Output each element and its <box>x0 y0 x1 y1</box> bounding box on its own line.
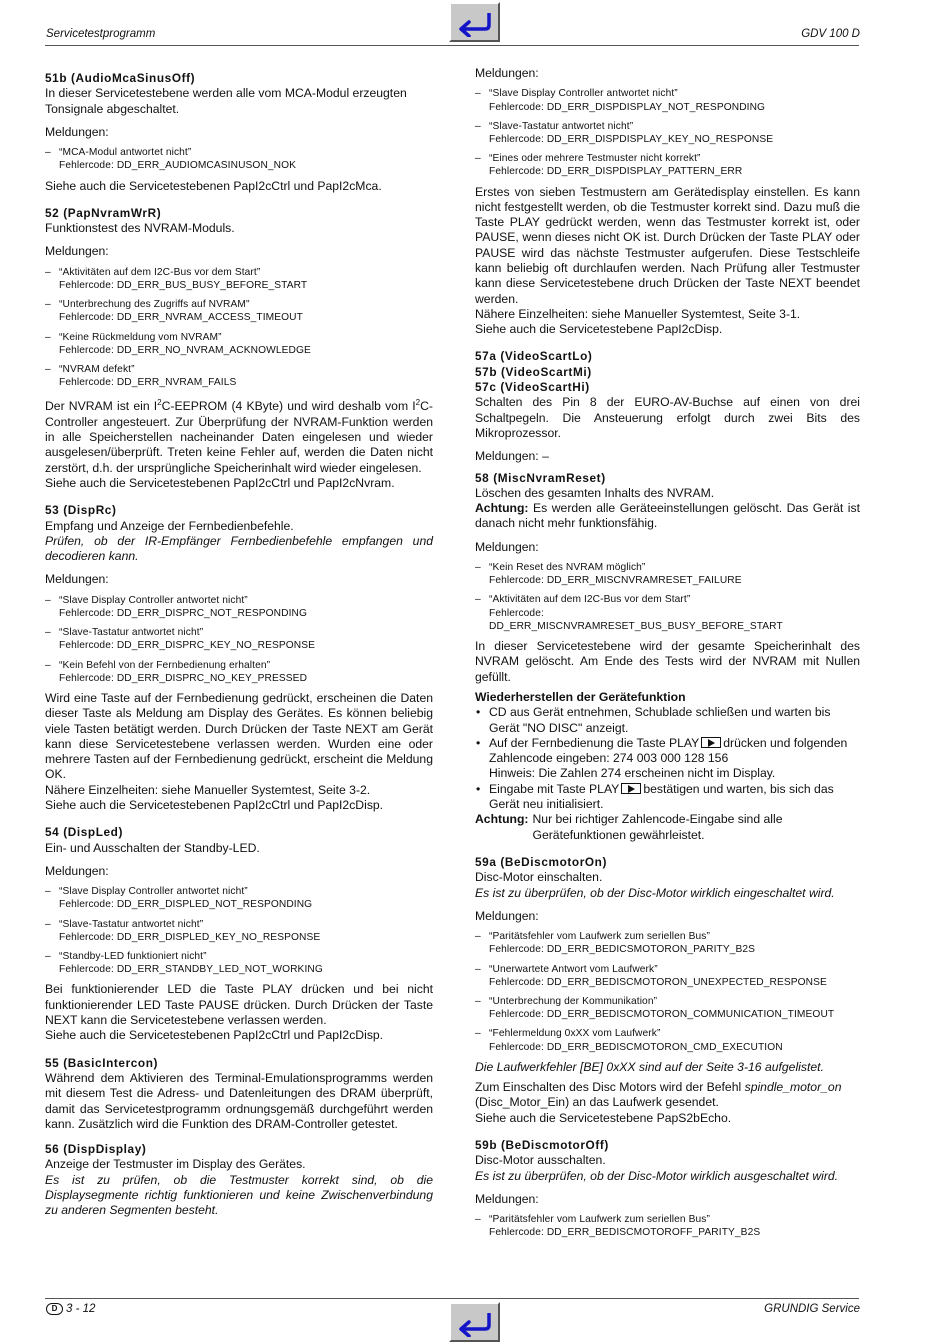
section-body-58: Löschen des gesamten Inhalts des NVRAM. <box>475 485 715 500</box>
section-title-59b: 59b (BeDiscmotorOff) <box>475 1137 609 1152</box>
right-column <box>475 66 860 1246</box>
reference: Nähere Einzelheiten: siehe Manueller Systemtest, Seite 3-2. <box>45 782 371 797</box>
meldungen-label: Meldungen: – <box>475 449 549 464</box>
section-italic2-59a: Die Laufwerkfehler [BE] 0xXX sind auf der Seite 3-16 aufgelistet. <box>475 1059 824 1074</box>
message-item: – “Unterbrechung der Kommunikation” Fehlercode: DD_ERR_BEDISCMOTORON_COMMUNICATION_TIMEOUT <box>475 995 835 1021</box>
message-item: – “Slave Display Controller antwortet nicht” Fehlercode: DD_ERR_DISPDISPLAY_NOT_RESPONDING <box>475 88 766 113</box>
message-item: – “Fehlermeldung 0xXX vom Laufwerk” Fehlercode: DD_ERR_BEDISCMOTORON_CMD_EXECUTION <box>475 1028 783 1053</box>
reference: Nähere Einzelheiten: siehe Manueller Systemtest, Seite 3-1. <box>475 306 801 321</box>
section-italic-53: Prüfen, ob der IR-Empfänger Fernbedienbefehle empfangen und decodieren kann. <box>45 533 433 564</box>
footer-rule <box>45 1298 859 1299</box>
message-item: – “Slave Display Controller antwortet nicht” Fehlercode: DD_ERR_DISPLED_NOT_RESPONDING <box>45 886 313 911</box>
section-body-54: Ein- und Ausschalten der Standby-LED. <box>45 840 260 855</box>
message-item: – “Keine Rückmeldung vom NVRAM” Fehlercode: DD_ERR_NO_NVRAM_ACKNOWLEDGE <box>45 331 311 356</box>
restore-step: • Auf der Fernbedienung die Taste PLAY drücken und folgenden Zahlencode eingeben: 274 003 000 128 156 Hinweis: Die Zahlen 274 erscheinen nicht im Display. <box>476 735 848 781</box>
left-column <box>45 66 433 1219</box>
section-body-56-cont: Erstes von sieben Testmustern am Gerätedisplay einstellen. Es kann nicht festgestellt werden, ob die Testmuster korrekt sind. Dazu muß die Taste PLAY gedrückt werden, wenn das Testmuster korrekt ist, oder PAUSE, wenn dieses nicht OK ist. Durch Drücken der Taste PLAY oder PAUSE wird das nächste Testmuster aufgerufen. Diese Testschleife kann beliebig oft durchlaufen werden. Nach Prüfung aller Testmuster kann diese Servicetestebene druch Drücken der Taste NEXT beendet werden. <box>475 184 860 306</box>
restore-title: Wiederherstellen der Gerätefunktion <box>475 689 686 704</box>
section-title-56: 56 (DispDisplay) <box>45 1142 147 1157</box>
section-body-52: Funktionstest des NVRAM-Moduls. <box>45 221 235 236</box>
section-body-56: Anzeige der Testmuster im Display des Gerätes. <box>45 1157 306 1172</box>
section-title-55: 55 (BasicIntercon) <box>45 1055 159 1070</box>
section-title-52: 52 (PapNvramWrR) <box>45 205 162 220</box>
section-body2-52: Der NVRAM ist ein $I^2C$-EEPROM (4 KByte) und wird deshalb vom $I^2C$-Controller angesteuert. Zur Überprüfung der NVRAM-Funktion werden in alle Speicherstellen nacheinander Daten eingelesen und wieder ausgelesen/überprüft. Treten keine Fehler auf, werden die Daten nicht zerstört, d.h. der ursprüngliche Speicherinhalt wird wieder eingelesen. <box>45 398 433 475</box>
section-body-51b: In dieser Servicetestebene werden alle vom MCA-Modul erzeugten Tonsignale abgeschaltet. <box>45 86 407 116</box>
see-also: Siehe auch die Servicetestebenen PapI2cCtrl und PapI2cMca. <box>45 178 382 193</box>
footer-brand: GRUNDIG Service <box>764 1303 860 1315</box>
message-item: – “Eines oder mehrere Testmuster nicht korrekt” Fehlercode: DD_ERR_DISPDISPLAY_PATTERN_ERR <box>475 153 743 178</box>
section-body2-53: Wird eine Taste auf der Fernbedienung gedrückt, erscheinen die Daten dieser Taste als Meldung am Display des Gerätes. Es können beliebig viele Tasten betätigt werden. Durch Drücken der Taste NEXT am Gerät kann diese Servicetestebene verlassen werden. Wurden eine oder mehrere Tasten auf der Fernbedienung gedrückt, erscheint die Meldung OK. <box>45 690 433 782</box>
message-item: – “Slave-Tastatur antwortet nicht” Fehlercode: DD_ERR_DISPRC_KEY_NO_RESPONSE <box>45 627 316 652</box>
section-title-57b: 57b (VideoScartMi) <box>475 364 592 379</box>
section-italic-59b: Es ist zu überprüfen, ob der Disc-Motor wirklich ausgeschaltet wird. <box>475 1168 839 1183</box>
section-title-57c: 57c (VideoScartHi) <box>475 380 590 395</box>
return-arrow-icon <box>455 1307 495 1337</box>
message-item: – “Unerwartete Antwort vom Laufwerk” Fehlercode: DD_ERR_BEDISCMOTORON_UNEXPECTED_RESPONSE <box>475 963 827 988</box>
section-title-51b: 51b (AudioMcaSinusOff) <box>45 71 196 85</box>
play-key-icon <box>621 783 641 794</box>
restore-step: • CD aus Gerät entnehmen, Schublade schließen und warten bis Gerät "NO DISC" anzeigt. <box>476 705 831 735</box>
warning-restore: Achtung: Nur bei richtiger Zahlencode-Eingabe sind alle Gerätefunktionen gewährleistet. <box>475 812 783 842</box>
message-item: – “Aktivitäten auf dem I2C-Bus vor dem Start” Fehlercode: DD_ERR_BUS_BUSY_BEFORE_START <box>45 266 308 291</box>
back-button-top[interactable] <box>449 2 500 42</box>
section-title-57a: 57a (VideoScartLo) <box>475 349 593 364</box>
section-title-53: 53 (DispRc) <box>45 503 117 518</box>
message-item: – “Slave Display Controller antwortet nicht” Fehlercode: DD_ERR_DISPRC_NOT_RESPONDING <box>45 594 308 619</box>
header-right: GDV 100 D <box>801 28 860 40</box>
see-also: Siehe auch die Servicetestebenen PapI2cCtrl und PapI2cNvram. <box>45 475 395 490</box>
section-body2-59a: Zum Einschalten des Disc Motors wird der Befehl spindle_motor_on (Disc_Motor_Ein) an das Laufwerk gesendet. <box>475 1080 842 1110</box>
message-item: – “Slave-Tastatur antwortet nicht” Fehlercode: DD_ERR_DISPLED_KEY_NO_RESPONSE <box>45 918 321 943</box>
footer-page: D 3 - 12 <box>46 1303 95 1315</box>
section-body-55: Während dem Aktivieren des Terminal-Emulationsprogramms werden mit diesem Test die Adress- und Datenleitungen des DRAM überprüft, damit das Servicetestprogramm ordnungsgemäß durchgeführt werden kann. Zusätzlich wird die Funktion des DRAM-Controller getestet. <box>45 1070 433 1131</box>
meldungen-label: Meldungen: <box>45 244 109 259</box>
section-title-59a: 59a (BeDiscmotorOn) <box>475 854 608 869</box>
message-item: – “Kein Reset des NVRAM möglich” Fehlercode: DD_ERR_MISCNVRAMRESET_FAILURE <box>475 562 742 587</box>
see-also: Siehe auch die Servicetestebene PapI2cDisp. <box>475 322 723 337</box>
message-item: – “Paritätsfehler vom Laufwerk zum seriellen Bus” Fehlercode: DD_ERR_BEDICSMOTORON_PARITY_B2S <box>475 931 756 956</box>
section-body2-54: Bei funktionierender LED die Taste PLAY drücken und bei nicht funktionierender LED Taste PAUSE drücken. Durch Drücken der Taste NEXT kann die Servicetestebene verlassen werden. <box>45 982 433 1028</box>
header-rule <box>45 45 859 46</box>
back-button-bottom[interactable] <box>449 1302 500 1342</box>
message-item: – “Paritätsfehler vom Laufwerk zum seriellen Bus” Fehlercode: DD_ERR_BEDISCMOTOROFF_PARITY_B2S <box>475 1214 761 1239</box>
section-title-58: 58 (MiscNvramReset) <box>475 470 606 485</box>
message-item: – “Standby-LED funktioniert nicht” Fehlercode: DD_ERR_STANDBY_LED_NOT_WORKING <box>45 951 323 976</box>
section-body-57: Schalten des Pin 8 der EURO-AV-Buchse auf einen von drei Schaltpegeln. Die Ansteuerung erfolgt durch zwei Bits des Mikroprozessor. <box>475 395 860 440</box>
country-badge-icon: D <box>46 1303 63 1315</box>
meldungen-label: Meldungen: <box>45 572 109 587</box>
see-also: Siehe auch die Servicetestebenen PapI2cCtrl und PapI2cDisp. <box>45 798 384 813</box>
section-italic-56: Es ist zu prüfen, ob die Testmuster korrekt sind, ob die Displaysegmente richtig funktionieren und keine Zwischenverbindung zu anderen Segmenten besteht. <box>45 1172 433 1218</box>
warning-58: Achtung: Es werden alle Geräteeinstellungen gelöscht. Das Gerät ist danach nicht mehr funktionsfähig. <box>475 501 860 531</box>
section-title-54: 54 (DispLed) <box>45 825 123 840</box>
meldungen-label: Meldungen: <box>475 908 539 923</box>
section-body-53: Empfang und Anzeige der Fernbedienbefehle. <box>45 518 294 533</box>
meldungen-label: Meldungen: <box>475 539 539 554</box>
message-item: – “Unterbrechung des Zugriffs auf NVRAM" Fehlercode: DD_ERR_NVRAM_ACCESS_TIMEOUT <box>45 299 303 324</box>
meldungen-label: Meldungen: <box>475 1191 539 1206</box>
restore-step: • Eingabe mit Taste PLAY bestätigen und warten, bis sich das Gerät neu initialisiert. <box>476 781 834 812</box>
see-also: Siehe auch die Servicetestebenen PapI2cCtrl und PapI2cDisp. <box>45 1028 384 1043</box>
message-item: – “MCA-Modul antwortet nicht” Fehlercode: DD_ERR_AUDIOMCASINUSON_NOK <box>45 147 297 172</box>
message-item: – “Slave-Tastatur antwortet nicht” Fehlercode: DD_ERR_DISPDISPLAY_KEY_NO_RESPONSE <box>475 120 774 145</box>
see-also: Siehe auch die Servicetestebene PapS2bEcho. <box>475 1110 732 1125</box>
section-body2-58: In dieser Servicetestebene wird der gesamte Speicherinhalt des NVRAM gelöscht. Am Ende des Tests wird der NVRAM mit Nullen gefüllt. <box>475 639 860 684</box>
return-arrow-icon <box>455 7 495 37</box>
meldungen-label: Meldungen: <box>475 66 539 80</box>
message-item: – “Kein Befehl von der Fernbedienung erhalten” Fehlercode: DD_ERR_DISPRC_NO_KEY_PRESSED <box>45 659 308 684</box>
section-body-59a: Disc-Motor einschalten. <box>475 870 603 885</box>
play-key-icon <box>701 737 721 748</box>
section-italic-59a: Es ist zu überprüfen, ob der Disc-Motor wirklich eingeschaltet wird. <box>475 885 835 900</box>
meldungen-label: Meldungen: <box>45 863 109 878</box>
header-left: Servicetestprogramm <box>46 28 156 40</box>
section-body-59b: Disc-Motor ausschalten. <box>475 1153 606 1168</box>
meldungen-label: Meldungen: <box>45 124 109 139</box>
message-item: – “Aktivitäten auf dem I2C-Bus vor dem Start” Fehlercode: DD_ERR_MISCNVRAMRESET_BUS_BUSY_BEFORE_START <box>475 594 783 632</box>
message-item: – “NVRAM defekt” Fehlercode: DD_ERR_NVRAM_FAILS <box>45 364 237 389</box>
